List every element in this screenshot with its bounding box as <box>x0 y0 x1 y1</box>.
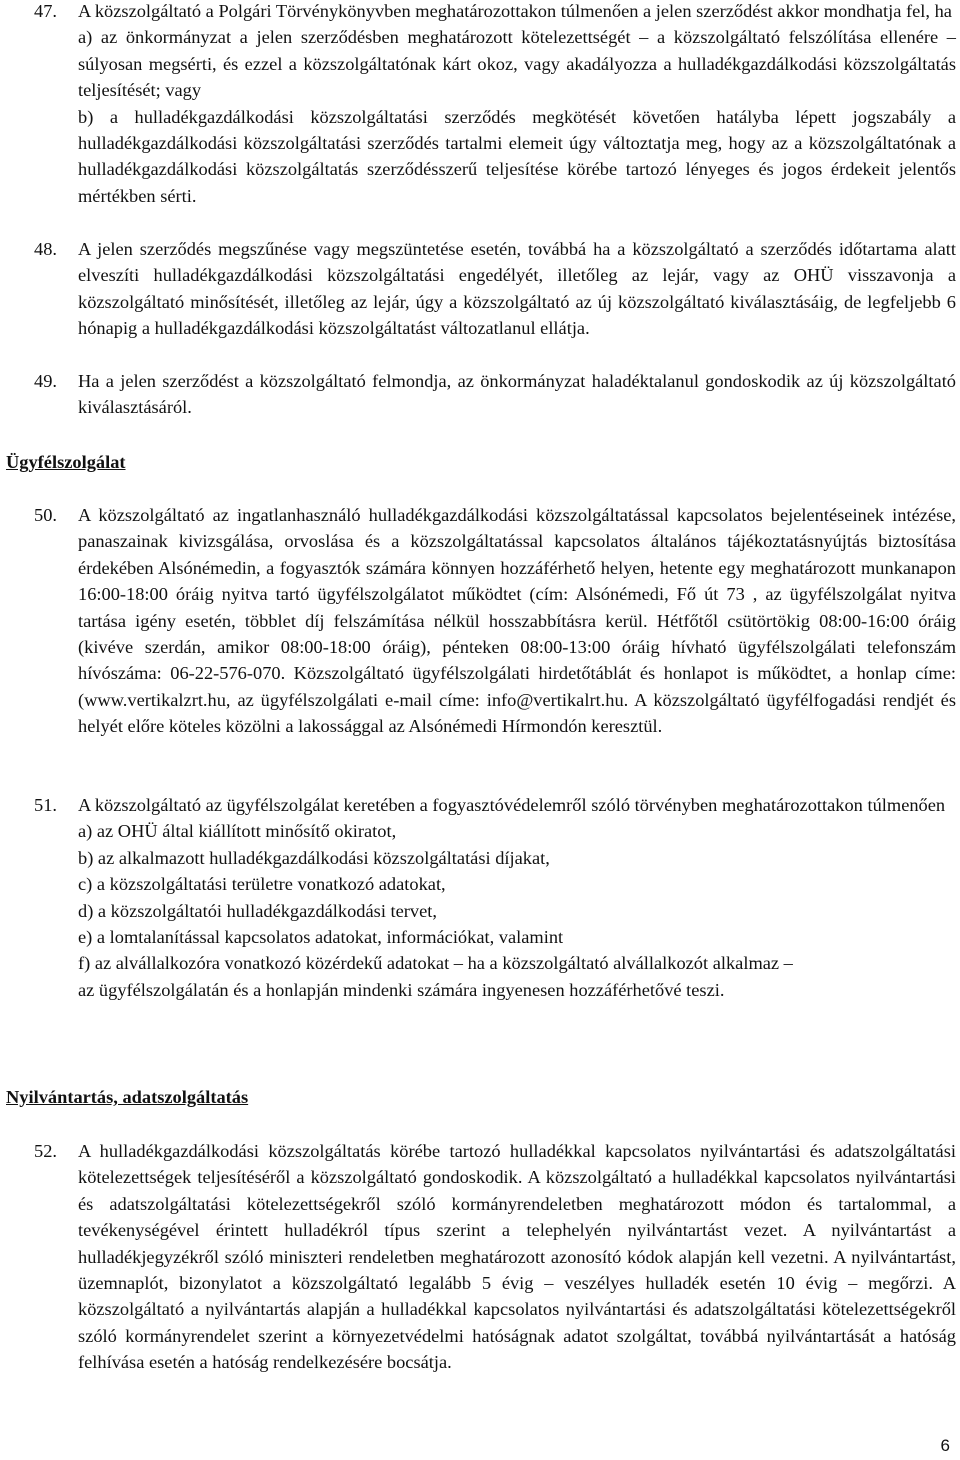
paragraph-text: A hulladékgazdálkodási közszolgáltatás körébe tartozó hulladékkal kapcsolatos nyilvántartási és adatszolgáltatási kötelezettségek teljesítéséről a közszolgáltató gondoskodik. A közszolgáltató a hulladékkal kapcsolatos nyilvántartási és adatszolgáltatási kötelezettségekről szóló kormányrendeletben meghatározott módon és tartalommal, a tevékenységével érintett hulladékról típus szerint a telephelyén nyilvántartást vezet. A nyilvántartást a hulladékjegyzékről szóló miniszteri rendeletben meghatározott azonosító kódok alapján kell vezetni. A nyilvántartást, üzemnaplót, bizonylatot a közszolgáltató legalább 5 évig – veszélyes hulladék esetén 10 évig – megőrzi. A közszolgáltató a nyilvántartás alapján a hulladékkal kapcsolatos nyilvántartási és adatszolgáltatási kötelezettségekről szóló kormányrendelet szerint a környezetvédelmi hatóságnak adatot szolgáltat, továbbá nyilvántartását a hatóság felhívása esetén a hatóság rendelkezésére bocsátja. <box>78 1141 956 1373</box>
paragraph-text: A jelen szerződés megszűnése vagy megszüntetése esetén, továbbá ha a közszolgáltató a szerződés időtartama alatt elveszíti hulladékgazdálkodási közszolgáltatási engedélyét, illetőleg az lejár, vagy az OHÜ visszavonja a közszolgáltató minősítését, illetőleg az lejár, úgy a közszolgáltató az új közszolgáltató kiválasztásáig, de legfeljebb 6 hónapig a hulladékgazdálkodási közszolgáltatást változatlanul ellátja. <box>78 239 956 339</box>
paragraph-number: 52. <box>34 1141 57 1161</box>
section-heading: Nyilvántartás, adatszolgáltatás <box>6 1087 249 1107</box>
paragraph-body <box>78 502 956 740</box>
paragraph-number: 49. <box>34 371 57 391</box>
paragraph-body <box>78 1138 956 1376</box>
paragraph-body <box>78 368 956 421</box>
paragraph-line: d) a közszolgáltatói hulladékgazdálkodási tervet, <box>78 900 437 921</box>
paragraph-number: 48. <box>34 239 57 259</box>
paragraph-line: A közszolgáltató az ügyfélszolgálat keretében a fogyasztóvédelemről szóló törvényben meghatározottakon túlmenően <box>78 795 946 815</box>
paragraph-line: a) az önkormányzat a jelen szerződésben meghatározott kötelezettségét – a közszolgáltató felszólítása ellenére – súlyosan megsérti, és ezzel a közszolgáltatónak kárt okoz, vagy akadályozza a hulladékgazdálkodási közszolgáltatás teljesítését; vagy <box>78 27 956 101</box>
paragraph-line: b) a hulladékgazdálkodási közszolgáltatási szerződés megkötését követően hatályba lépett jogszabály a hulladékgazdálkodási közszolgáltatási szerződés tartalmi elemeit úgy változtatja meg, hogy az a közszolgáltatónak a hulladékgazdálkodási közszolgáltatás szerződésszerű teljesítése körébe tartozó lényeges és jogos érdekeit jelentős mértékben sérti. <box>78 106 956 206</box>
paragraph-text: A közszolgáltató az ingatlanhasználó hulladékgazdálkodási közszolgáltatással kapcsolatos bejelentéseinek intézése, panaszainak kivizsgálása, orvoslása és a közszolgáltatással kapcsolatos általános tájékoztatásnyújtás biztosítása érdekében Alsónémedin, a fogyasztók számára könnyen hozzáférhető helyen, hetente egy meghatározott munkanapon 16:00-18:00 óráig nyitva tartó ügyfélszolgálatot működtet (cím: Alsónémedi, Fő út 73 , az ügyfélszolgálat nyitva tartása igény esetén, többlet díj felszámítása nélkül hosszabbításra kerül. Hétfőtől csütörtökig 08:00-16:00 óráig (kivéve szerdán, amikor 08:00-18:00 óráig), pénteken 08:00-13:00 óráig hívható ügyfélszolgálati telefonszám hívószáma: 06-22-576-070. Közszolgáltató ügyfélszolgálati hirdetőtáblát és honlapot is működtet, a honlap címe: (www.vertikalzrt.hu, az ügyfélszolgálati e-mail címe: info@vertikalrt.hu. A közszolgáltató ügyfélfogadási rendjét és helyét előre köteles közölni a lakossággal az Alsónémedi Hírmondón keresztül. <box>78 505 956 737</box>
paragraph-line: a) az OHÜ által kiállított minősítő okiratot, <box>78 821 397 842</box>
page-number: 6 <box>940 1436 950 1455</box>
paragraph-number: 50. <box>34 505 57 525</box>
paragraph-body <box>78 792 956 1003</box>
paragraph-line: A közszolgáltató a Polgári Törvénykönyvben meghatározottakon túlmenően a jelen szerződést akkor mondhatja fel, ha <box>78 1 952 21</box>
paragraph-line: b) az alkalmazott hulladékgazdálkodási közszolgáltatási díjakat, <box>78 847 550 868</box>
section-heading: Ügyfélszolgálat <box>6 452 126 472</box>
paragraph-line: e) a lomtalanítással kapcsolatos adatokat, információkat, valamint <box>78 927 564 948</box>
paragraph-line: f) az alvállalkozóra vonatkozó közérdekű adatokat – ha a közszolgáltató alvállalkozót alkalmaz – <box>78 953 793 974</box>
paragraph-body <box>78 0 956 209</box>
paragraph-number: 51. <box>34 795 57 815</box>
paragraph-line: az ügyfélszolgálatán és a honlapján mindenki számára ingyenesen hozzáférhetővé teszi. <box>78 979 725 1000</box>
paragraph-body <box>78 236 956 342</box>
paragraph-text: Ha a jelen szerződést a közszolgáltató felmondja, az önkormányzat haladéktalanul gondoskodik az új közszolgáltató kiválasztásáról. <box>78 371 956 418</box>
paragraph-line: c) a közszolgáltatási területre vonatkozó adatokat, <box>78 874 446 895</box>
paragraph-number: 47. <box>34 1 57 21</box>
